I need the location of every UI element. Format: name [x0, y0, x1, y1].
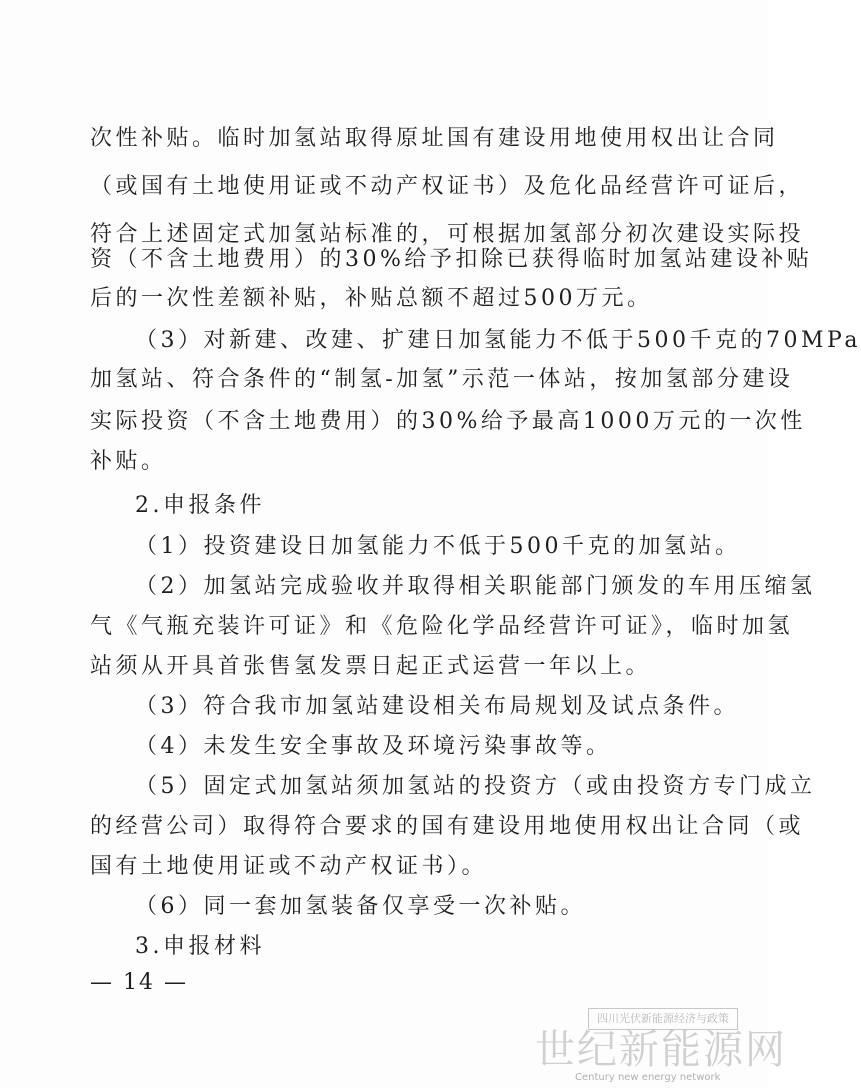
section-heading-application-materials: 3.申报材料 [135, 934, 265, 959]
condition-6: （6）同一套加氢装备仅享受一次补贴。 [135, 894, 586, 919]
body-line-1: 次性补贴。临时加氢站取得原址国有建设用地使用权出让合同 [90, 126, 779, 151]
watermark-english-text: Century new energy network [575, 1072, 721, 1083]
item-3-line-4: 补贴。 [90, 449, 167, 474]
body-line-5: 后的一次性差额补贴，补贴总额不超过500万元。 [90, 286, 653, 311]
body-line-3: 符合上述固定式加氢站标准的，可根据加氢部分初次建设实际投 [90, 222, 805, 247]
watermark-logo-text: 世纪新能源网 [535, 1027, 787, 1073]
condition-2-line-2: 气《气瓶充装许可证》和《危险化学品经营许可证》，临时加氢 [90, 614, 794, 639]
item-3-line-1: （3）对新建、改建、扩建日加氢能力不低于500千克的70MPa [135, 328, 861, 353]
item-3-line-3: 实际投资（不含土地费用）的30%给予最高1000万元的一次性 [90, 409, 806, 434]
section-heading-application-conditions: 2.申报条件 [135, 493, 265, 518]
condition-3: （3）符合我市加氢站建设相关布局规划及试点条件。 [135, 694, 739, 719]
condition-1: （1）投资建设日加氢能力不低于500千克的加氢站。 [135, 534, 741, 559]
condition-5-line-3: 国有土地使用证或不动产权证书）。 [90, 854, 488, 879]
body-line-2: （或国有土地使用证或不动产权证书）及危化品经营许可证后， [90, 174, 805, 199]
watermark-box: 四川光伏新能源经济与政策 [588, 1008, 738, 1030]
page-number: — 14 — [90, 970, 188, 995]
body-line-4: 资（不含土地费用）的30%给予扣除已获得临时加氢站建设补贴 [90, 247, 813, 272]
item-3-line-2: 加氢站、符合条件的“制氢-加氢”示范一体站，按加氢部分建设 [90, 367, 794, 392]
condition-2-line-3: 站须从开具首张售氢发票日起正式运营一年以上。 [90, 654, 652, 679]
condition-2-line-1: （2）加氢站完成验收并取得相关职能部门颁发的车用压缩氢 [135, 574, 816, 599]
condition-5-line-2: 的经营公司）取得符合要求的国有建设用地使用权出让合同（或 [90, 814, 805, 839]
condition-4: （4）未发生安全事故及环境污染事故等。 [135, 734, 612, 759]
condition-5-line-1: （5）固定式加氢站须加氢站的投资方（或由投资方专门成立 [135, 774, 816, 799]
